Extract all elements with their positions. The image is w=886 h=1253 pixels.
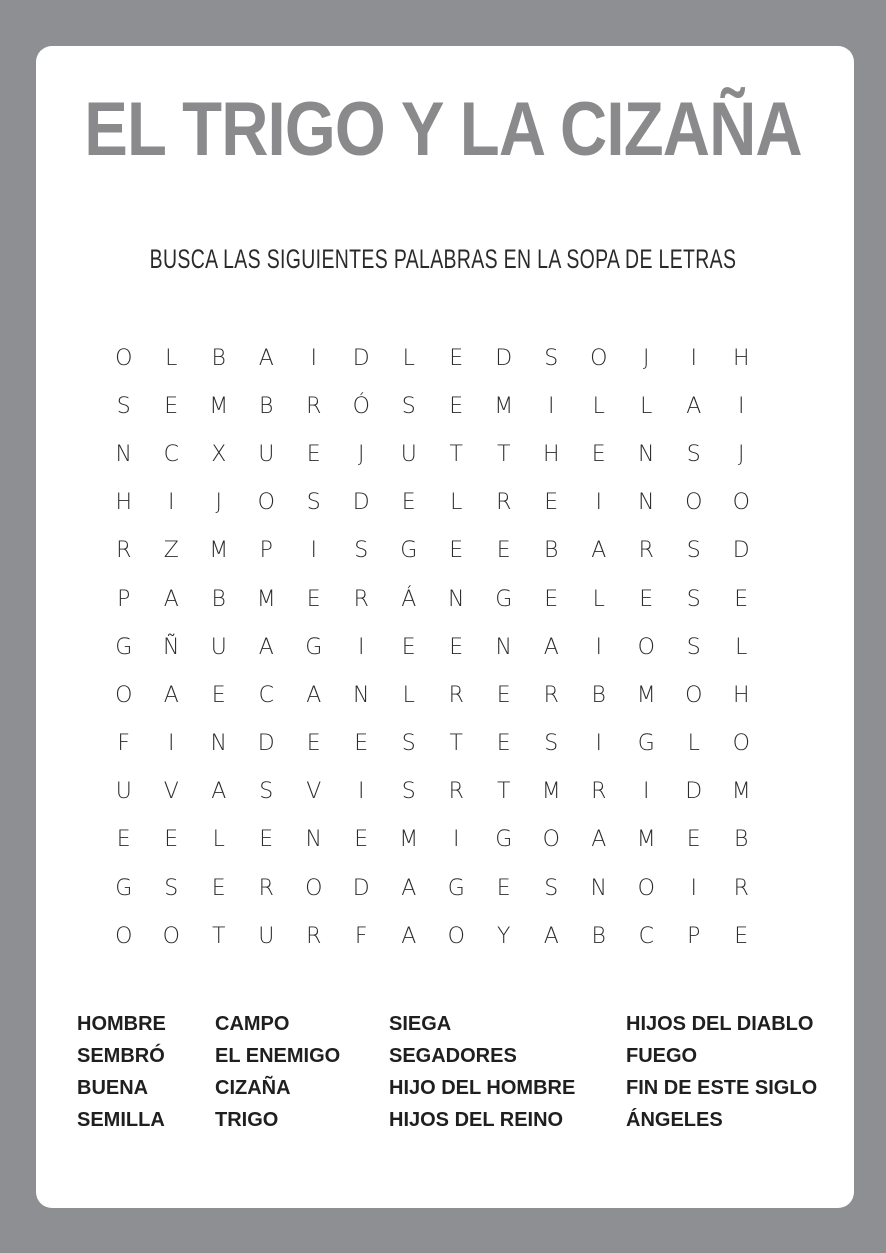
grid-letter: O xyxy=(305,875,323,901)
grid-letter: A xyxy=(258,634,274,660)
grid-letter: A xyxy=(686,393,702,419)
word-list-item: ÁNGELES xyxy=(626,1109,723,1131)
grid-letter: E xyxy=(591,441,606,467)
grid-letter: S xyxy=(116,393,131,419)
grid-letter: N xyxy=(305,827,322,853)
grid-letter: A xyxy=(163,586,179,612)
grid-letter: B xyxy=(734,827,749,853)
word-list-column-2 xyxy=(215,1010,340,1138)
grid-letter: L xyxy=(402,345,415,371)
grid-letter: D xyxy=(685,779,703,805)
grid-letter: S xyxy=(401,393,416,419)
grid-letter: C xyxy=(258,682,274,708)
grid-letter: V xyxy=(306,779,322,805)
grid-letter: O xyxy=(257,490,275,516)
grid-letter: A xyxy=(211,779,227,805)
grid-letter: I xyxy=(310,538,317,564)
grid-letter: E xyxy=(354,731,369,757)
grid-letter: E xyxy=(686,827,701,853)
word-list-item: FIN DE ESTE SIGLO xyxy=(626,1077,818,1099)
grid-letter: F xyxy=(117,731,131,757)
grid-letter: L xyxy=(402,682,415,708)
grid-letter: O xyxy=(542,827,560,853)
grid-letter: S xyxy=(686,634,701,660)
word-list-item: SEGADORES xyxy=(389,1045,517,1067)
grid-letter: L xyxy=(592,586,605,612)
grid-letter: H xyxy=(732,345,750,371)
grid-letter: S xyxy=(686,586,701,612)
grid-letter: A xyxy=(306,682,322,708)
grid-letter: U xyxy=(210,634,227,660)
grid-letter: V xyxy=(163,779,179,805)
grid-letter: N xyxy=(115,441,132,467)
grid-letter: I xyxy=(595,731,602,757)
grid-letter: N xyxy=(495,634,512,660)
grid-letter: O xyxy=(447,923,465,949)
grid-letter: R xyxy=(448,682,464,708)
grid-letter: T xyxy=(449,731,463,757)
grid-letter: E xyxy=(306,731,321,757)
grid-letter: L xyxy=(687,731,700,757)
grid-letter: S xyxy=(401,731,416,757)
grid-letter: L xyxy=(735,634,748,660)
grid-letter: M xyxy=(256,586,276,612)
grid-letter: O xyxy=(637,634,655,660)
grid-letter: X xyxy=(211,441,227,467)
grid-letter: E xyxy=(496,731,511,757)
grid-letter: D xyxy=(352,875,370,901)
word-list-item: SEMBRÓ xyxy=(77,1045,165,1067)
grid-letter: S xyxy=(259,779,274,805)
grid-letter: P xyxy=(117,586,131,612)
grid-letter: G xyxy=(115,875,133,901)
grid-letter: S xyxy=(686,441,701,467)
grid-letter: J xyxy=(358,441,365,467)
grid-letter: L xyxy=(212,827,225,853)
grid-letter: E xyxy=(259,827,274,853)
grid-letter: I xyxy=(690,345,697,371)
grid-letter: S xyxy=(306,490,321,516)
grid-letter: M xyxy=(494,393,514,419)
grid-letter: E xyxy=(544,490,559,516)
word-list-item: CIZAÑA xyxy=(215,1077,291,1099)
grid-letter: I xyxy=(358,779,365,805)
word-list xyxy=(0,1010,886,1150)
grid-letter: S xyxy=(544,875,559,901)
grid-letter: A xyxy=(543,634,559,660)
grid-letter: D xyxy=(257,731,275,757)
grid-letter: L xyxy=(165,345,178,371)
grid-letter: R xyxy=(116,538,132,564)
grid-letter: S xyxy=(544,345,559,371)
grid-letter: G xyxy=(305,634,323,660)
grid-letter: E xyxy=(401,634,416,660)
grid-letter: E xyxy=(496,538,511,564)
grid-letter: O xyxy=(115,682,133,708)
word-list-item: FUEGO xyxy=(626,1045,698,1067)
grid-letter: E xyxy=(734,586,749,612)
grid-letter: E xyxy=(116,827,131,853)
grid-letter: O xyxy=(637,875,655,901)
grid-letter: I xyxy=(168,731,175,757)
grid-letter: E xyxy=(449,634,464,660)
grid-letter: H xyxy=(542,441,560,467)
grid-letter: I xyxy=(310,345,317,371)
word-list-item: HIJOS DEL DIABLO xyxy=(626,1013,814,1035)
grid-letter: O xyxy=(162,923,180,949)
grid-letter: I xyxy=(643,779,650,805)
grid-letter: N xyxy=(590,875,607,901)
grid-letter: O xyxy=(115,923,133,949)
grid-letter: C xyxy=(638,923,654,949)
grid-letter: R xyxy=(306,923,322,949)
word-list-item: BUENA xyxy=(77,1077,149,1099)
grid-letter: Z xyxy=(163,538,179,564)
grid-letter: T xyxy=(497,779,511,805)
grid-letter: E xyxy=(639,586,654,612)
grid-letter: B xyxy=(591,682,606,708)
grid-letter: E xyxy=(401,490,416,516)
word-list-item: TRIGO xyxy=(215,1109,279,1131)
grid-letter: E xyxy=(354,827,369,853)
grid-letter: O xyxy=(732,731,750,757)
grid-letter: M xyxy=(209,393,229,419)
word-list-item: CAMPO xyxy=(215,1013,290,1035)
grid-letter: A xyxy=(401,923,417,949)
grid-letter: B xyxy=(591,923,606,949)
grid-letter: D xyxy=(495,345,513,371)
grid-letter: O xyxy=(590,345,608,371)
grid-letter: I xyxy=(548,393,555,419)
grid-letter: A xyxy=(591,538,607,564)
grid-letter: R xyxy=(733,875,749,901)
grid-letter: E xyxy=(211,682,226,708)
grid-letter: R xyxy=(543,682,559,708)
grid-letter: E xyxy=(164,827,179,853)
grid-letter: E xyxy=(306,441,321,467)
grid-letter: U xyxy=(258,441,275,467)
grid-letter: H xyxy=(115,490,133,516)
grid-letter: D xyxy=(732,538,750,564)
grid-letter: U xyxy=(400,441,417,467)
grid-letter: I xyxy=(358,634,365,660)
grid-letter: F xyxy=(354,923,368,949)
grid-letter: N xyxy=(210,731,227,757)
grid-letter: C xyxy=(163,441,179,467)
grid-letter: S xyxy=(164,875,179,901)
grid-letter: I xyxy=(168,490,175,516)
word-list-column-3 xyxy=(389,1010,575,1138)
grid-letter: R xyxy=(258,875,274,901)
grid-letter: O xyxy=(685,682,703,708)
word-list-item: HIJO DEL HOMBRE xyxy=(389,1077,576,1099)
grid-letter: T xyxy=(212,923,226,949)
grid-letter: M xyxy=(209,538,229,564)
grid-letter: E xyxy=(496,875,511,901)
grid-letter: G xyxy=(495,827,513,853)
grid-letter: S xyxy=(544,731,559,757)
grid-letter: P xyxy=(687,923,701,949)
grid-letter: R xyxy=(638,538,654,564)
grid-letter: Y xyxy=(497,923,511,949)
grid-letter: H xyxy=(732,682,750,708)
word-list-item: HOMBRE xyxy=(77,1013,166,1035)
grid-letter: E xyxy=(449,393,464,419)
grid-letter: L xyxy=(640,393,653,419)
grid-letter: N xyxy=(353,682,370,708)
grid-letter: I xyxy=(690,875,697,901)
grid-letter: A xyxy=(258,345,274,371)
grid-letter: G xyxy=(637,731,655,757)
grid-letter: B xyxy=(211,586,226,612)
word-list-column-1 xyxy=(77,1010,166,1138)
grid-letter: L xyxy=(450,490,463,516)
grid-letter: G xyxy=(447,875,465,901)
grid-letter: N xyxy=(638,490,655,516)
grid-letter: M xyxy=(636,682,656,708)
grid-letter: O xyxy=(115,345,133,371)
grid-letter: E xyxy=(164,393,179,419)
grid-letter: O xyxy=(685,490,703,516)
grid-letter: E xyxy=(211,875,226,901)
grid-letter: U xyxy=(115,779,132,805)
grid-letter: E xyxy=(496,682,511,708)
word-list-item: EL ENEMIGO xyxy=(215,1045,341,1067)
grid-letter: A xyxy=(401,875,417,901)
grid-letter: E xyxy=(449,538,464,564)
grid-letter: Ñ xyxy=(163,634,180,660)
grid-letter: R xyxy=(306,393,322,419)
grid-letter: I xyxy=(453,827,460,853)
grid-letter: D xyxy=(352,490,370,516)
grid-letter: E xyxy=(544,586,559,612)
grid-letter: I xyxy=(595,634,602,660)
grid-letter: L xyxy=(592,393,605,419)
grid-letter: Ó xyxy=(352,393,370,419)
grid-letter: P xyxy=(259,538,273,564)
grid-letter: Á xyxy=(401,586,417,612)
grid-letter: A xyxy=(543,923,559,949)
grid-letter: G xyxy=(115,634,133,660)
grid-letter: M xyxy=(541,779,561,805)
grid-letter: D xyxy=(352,345,370,371)
instructions-subtitle: BUSCA LAS SIGUIENTES PALABRAS EN LA SOPA DE LETRAS xyxy=(149,244,737,274)
grid-letter: T xyxy=(449,441,463,467)
word-search-grid xyxy=(100,334,765,960)
grid-letter: I xyxy=(595,490,602,516)
grid-letter: G xyxy=(400,538,418,564)
word-list-item: SEMILLA xyxy=(77,1109,165,1131)
grid-letter: S xyxy=(401,779,416,805)
grid-letter: R xyxy=(448,779,464,805)
grid-letter: B xyxy=(211,345,226,371)
grid-letter: R xyxy=(353,586,369,612)
grid-letter: E xyxy=(449,345,464,371)
grid-letter: J xyxy=(643,345,650,371)
word-list-column-4 xyxy=(626,1010,817,1138)
grid-letter: A xyxy=(591,827,607,853)
word-list-item: HIJOS DEL REINO xyxy=(389,1109,564,1131)
grid-letter: U xyxy=(258,923,275,949)
grid-letter: E xyxy=(306,586,321,612)
grid-letter: A xyxy=(163,682,179,708)
grid-letter: G xyxy=(495,586,513,612)
grid-letter: M xyxy=(399,827,419,853)
grid-letter: N xyxy=(638,441,655,467)
grid-letter: B xyxy=(259,393,274,419)
grid-letter: N xyxy=(448,586,465,612)
grid-letter: M xyxy=(636,827,656,853)
grid-letter: R xyxy=(591,779,607,805)
grid-letter: E xyxy=(734,923,749,949)
grid-letter: S xyxy=(354,538,369,564)
grid-letter: M xyxy=(731,779,751,805)
grid-letter: R xyxy=(496,490,512,516)
grid-letter: B xyxy=(544,538,559,564)
grid-letter: S xyxy=(686,538,701,564)
grid-letter: O xyxy=(732,490,750,516)
grid-letter: I xyxy=(738,393,745,419)
grid-letter: J xyxy=(215,490,222,516)
grid-letter: J xyxy=(738,441,745,467)
grid-letter: T xyxy=(497,441,511,467)
word-list-item: SIEGA xyxy=(389,1013,452,1035)
page-title: EL TRIGO Y LA CIZAÑA xyxy=(84,87,802,172)
